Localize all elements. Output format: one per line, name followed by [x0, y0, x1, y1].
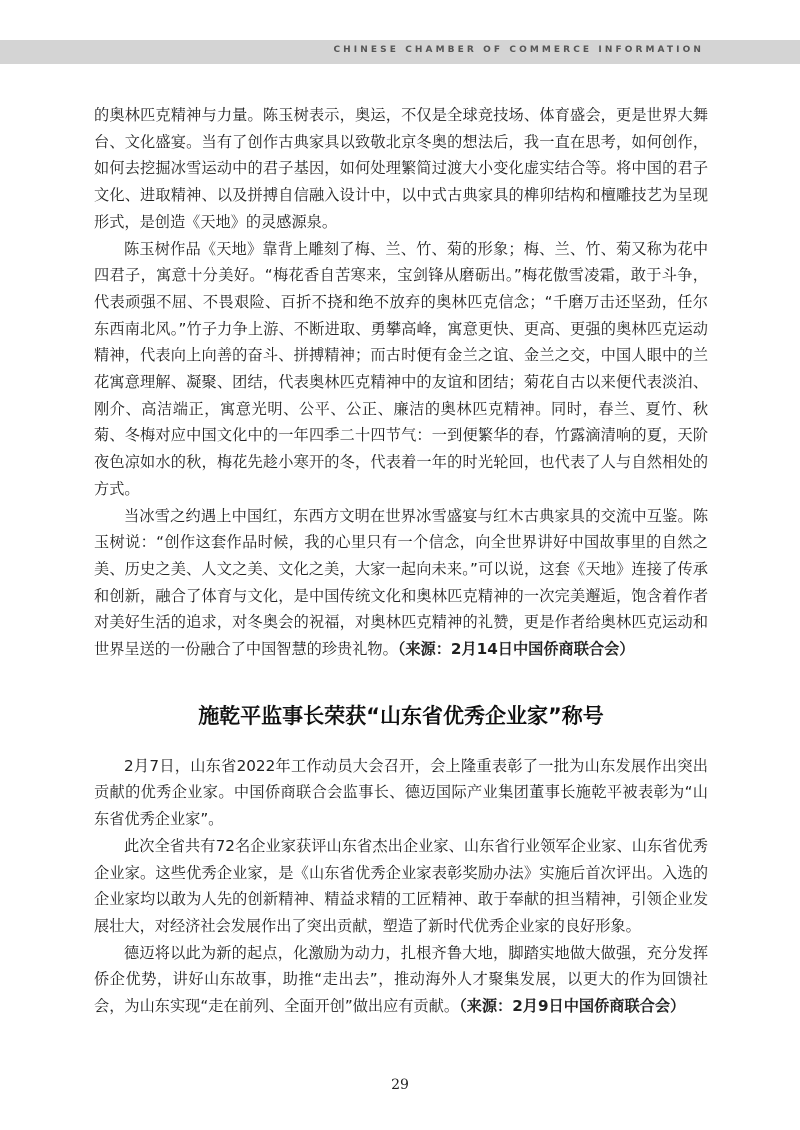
article2-title-block — [94, 677, 708, 753]
paragraph-text: 此次全省共有72名企业家获评山东省杰出企业家、山东省行业领军企业家、山东省优秀企业家。这些优秀企业家，是《山东省优秀企业家表彰奖励办法》实施后首次评出。入选的企业家均以敢为人先的创新精神、精益求精的工匠精神、敢于奉献的担当精神，引领企业发展壮大，对经济社会发展作出了突出贡献，塑造了新时代优秀企业家的良好形象。 — [94, 836, 708, 935]
article2-paragraph-1 — [94, 753, 708, 833]
source-note: （来源：2月14日中国侨商联合会） — [397, 640, 635, 659]
article1-paragraph-3 — [94, 503, 708, 663]
page-content — [94, 102, 708, 1020]
article1-paragraph-1 — [94, 102, 708, 236]
paragraph-text: 德迈将以此为新的起点，化激励为动力，扎根齐鲁大地，脚踏实地做大做强，充分发挥侨企优势，讲好山东故事，助推“走出去”，推动海外人才聚集发展，以更大的作为回馈社会，为山东实现“走在前列、全面开创”做出应有贡献。 — [94, 943, 708, 1016]
article1-paragraph-2 — [94, 236, 708, 503]
paragraph-text: 2月7日，山东省2022年工作动员大会召开，会上隆重表彰了一批为山东发展作出突出贡献的优秀企业家。中国侨商联合会监事长、德迈国际产业集团董事长施乾平被表彰为“山东省优秀企业家”。 — [94, 756, 708, 829]
paragraph-text: 当冰雪之约遇上中国红，东西方文明在世界冰雪盛宴与红木古典家具的交流中互鉴。陈玉树说：“创作这套作品时候，我的心里只有一个信念，向全世界讲好中国故事里的自然之美、历史之美、人文之美、文化之美，大家一起向未来。”可以说，这套《天地》连接了传承和创新，融合了体育与文化，是中国传统文化和奥林匹克精神的一次完美邂逅，饱含着作者对美好生活的追求，对冬奥会的祝福，对奥林匹克精神的礼赞，更是作者给奥林匹克运动和世界呈送的一份融合了中国智慧的珍贵礼物。 — [94, 506, 708, 659]
paragraph-text: 陈玉树作品《天地》靠背上雕刻了梅、兰、竹、菊的形象；梅、兰、竹、菊又称为花中四君子，寓意十分美好。“梅花香自苦寒来，宝剑锋从磨砺出。”梅花傲雪凌霜，敢于斗争，代表顽强不屈、不畏艰险、百折不挠和绝不放弃的奥林匹克信念；“千磨万击还坚劲，任尔东西南北风。”竹子力争上游、不断进取、勇攀高峰，寓意更快、更高、更强的奥林匹克运动精神，代表向上向善的奋斗、拼搏精神；而古时便有金兰之谊、金兰之交，中国人眼中的兰花寓意理解、凝聚、团结，代表奥林匹克精神中的友谊和团结；菊花自古以来便代表淡泊、刚介、高洁端正，寓意光明、公平、公正、廉洁的奥林匹克精神。同时，春兰、夏竹、秋菊、冬梅对应中国文化中的一年四季二十四节气：一到便繁华的春，竹露滴清响的夏，天阶夜色凉如水的秋，梅花先趁小寒开的冬，代表着一年的时光轮回，也代表了人与自然相处的方式。 — [94, 239, 708, 498]
article2-paragraph-3 — [94, 940, 708, 1020]
paragraph-text: 的奥林匹克精神与力量。陈玉树表示，奥运，不仅是全球竞技场、体育盛会，更是世界大舞台、文化盛宴。当有了创作古典家具以致敬北京冬奥的想法后，我一直在思考，如何创作，如何去挖掘冰雪运动中的君子基因，如何处理繁简过渡大小变化虚实结合等。将中国的君子文化、进取精神、以及拼搏自信融入设计中，以中式古典家具的榫卯结构和檀雕技艺为呈现形式，是创造《天地》的灵感源泉。 — [94, 106, 708, 231]
article2-paragraph-2 — [94, 833, 708, 940]
page-number: 29 — [391, 1077, 409, 1093]
source-note: （来源：2月9日中国侨商联合会） — [459, 997, 686, 1016]
article-title: 施乾平监事长荣获“山东省优秀企业家”称号 — [198, 703, 604, 728]
running-header: CHINESE CHAMBER OF COMMERCE INFORMATION — [333, 45, 704, 55]
